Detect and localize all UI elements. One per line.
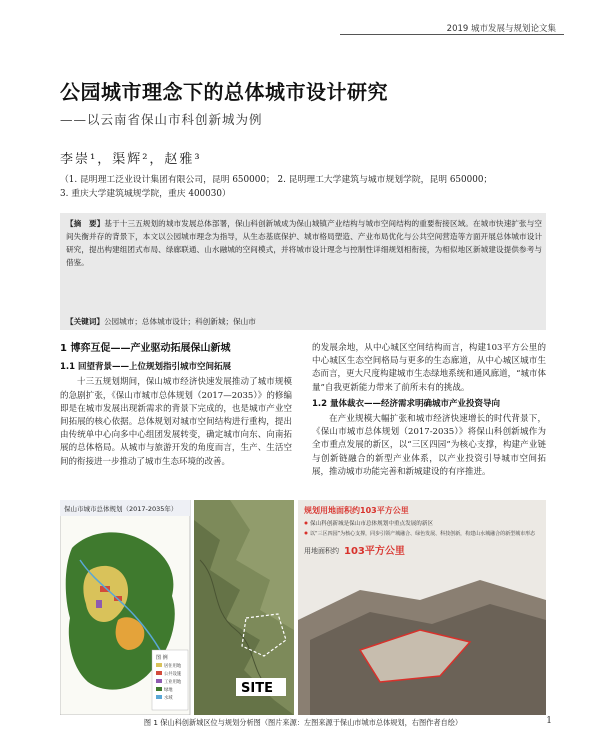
keywords-label: 【关键词】 bbox=[66, 317, 104, 326]
affiliations bbox=[60, 173, 550, 201]
photo-bullet: 保山科创新城是保山市总体规划中重点发展的新区 bbox=[310, 521, 434, 527]
photo-heading: 规划用地面积约103平方公里 bbox=[304, 506, 409, 515]
keywords bbox=[66, 316, 542, 327]
section-heading: 1 博弈互促——产业驱动拓展保山新城 bbox=[60, 343, 231, 354]
legend-item: 水域 bbox=[164, 696, 173, 701]
paper-title: 公园城市理念下的总体城市设计研究 bbox=[60, 80, 388, 104]
figure-caption: 图 1 保山科创新城区位与规划分析图（图片来源：左图来源于保山市城市总体规划，右图作者自绘） bbox=[143, 718, 463, 727]
site-label: SITE bbox=[241, 681, 273, 696]
legend-item: 公共设施 bbox=[164, 672, 182, 677]
figure-graphic bbox=[60, 500, 546, 715]
area-value: 103平方公里 bbox=[344, 546, 405, 557]
affiliation-line: 3. 重庆大学建筑城规学院，重庆 400030） bbox=[60, 189, 231, 199]
legend-item: 绿地 bbox=[164, 688, 173, 693]
photo-bullet: 以“三区四园”为核心支撑，同步引领产城融合、绿色发展、科技创新，构建山水城融合的新型城市形态 bbox=[310, 531, 536, 537]
keywords-text: 公园城市；总体城市设计；科创新城；保山市 bbox=[103, 317, 256, 326]
abstract bbox=[66, 217, 542, 269]
abstract-label: 【摘 要】 bbox=[66, 219, 105, 228]
figure-1 bbox=[60, 500, 546, 715]
body-paragraph: 在产业规模大幅扩张和城市经济快速增长的时代背景下，《保山市城市总体规划（2017-2035）》将保山科创新城作为全市重点发展的新区，以“三区四园”为核心支撑，构建产业链与创新链融合的新型产业体系，以产业投资引导城市空间拓展，推动城市功能完善和新城建设的有序推进。 bbox=[312, 414, 546, 477]
author-list: 李崇¹，渠辉²，赵雅³ bbox=[60, 152, 202, 167]
legend-swatch bbox=[156, 679, 162, 683]
bullet-dot bbox=[305, 532, 308, 535]
bullet-dot bbox=[305, 522, 308, 525]
legend-title: 图 例 bbox=[156, 655, 168, 661]
header-rule bbox=[340, 34, 564, 35]
running-head: 2019 城市发展与规划论文集 bbox=[446, 24, 556, 34]
right-column bbox=[312, 342, 546, 479]
subsection-heading: 1.2 量体裁衣——经济需求明确城市产业投资导向 bbox=[312, 398, 501, 409]
body-paragraph: 十三五规划期间，保山城市经济快速发展推动了城市规模的急剧扩张，《保山市城市总体规划（2017—2035）》的修编即是在城市发展出现新需求的背景下完成的，也是城市产业空间拓展的核心依据。总体规划对城市空间结构进行重构，提出由传统单中心向多中心组团发展转变，确定城市向东、向南拓展的总体格局。从城市与旅游开发的角度而言，生产、生活空间的衔接进一步推动了城市生态环境的改善。 bbox=[60, 377, 292, 467]
page-number: 1 bbox=[546, 716, 552, 726]
legend-item: 工业用地 bbox=[164, 680, 182, 685]
legend-swatch bbox=[156, 687, 162, 691]
subsection-heading: 1.1 回望背景——上位规划指引城市空间拓展 bbox=[60, 362, 232, 373]
plan-map-title: 保山市城市总体规划（2017-2035年） bbox=[64, 505, 178, 513]
paper-subtitle: ——以云南省保山市科创新城为例 bbox=[60, 112, 263, 127]
legend-swatch bbox=[156, 695, 162, 699]
body-paragraph: 的发展余地，从中心城区空间结构而言，构建103平方公里的中心城区生态空间格局与更多的生态廊道，从中心城区城市生态而言，更大尺度构建城市生态绿地系统和通风廊道，“城市体量”自我更新能力带来了前所未有的挑战。 bbox=[312, 343, 546, 393]
left-column bbox=[60, 342, 292, 469]
plan-map-block bbox=[96, 600, 102, 608]
legend-item: 居住用地 bbox=[164, 664, 182, 669]
affiliation-line: （1. 昆明理工泛业设计集团有限公司，昆明 650000； 2. 昆明理工大学建筑与城市规划学院，昆明 650000； bbox=[60, 175, 493, 185]
abstract-text: 基于十三五规划的城市发展总体部署，保山科创新城成为保山城镇产业结构与城市空间结构的重要衔接区域。在城市快速扩张与空间失衡并存的背景下，本文以公园城市理念为指导，从生态基底保护、城市格局塑造、产业布局优化与公共空间营造等方面开展总体城市设计研究，提出构建组团式布局、绿廊联通、山水融城的空间模式，并将城市设计理念与控制性详细规划相衔接，为相似地区新城建设提供参考与借鉴。 bbox=[66, 219, 543, 267]
legend-swatch bbox=[156, 663, 162, 667]
legend-swatch bbox=[156, 671, 162, 675]
area-prefix: 用地面积约 bbox=[304, 547, 339, 555]
